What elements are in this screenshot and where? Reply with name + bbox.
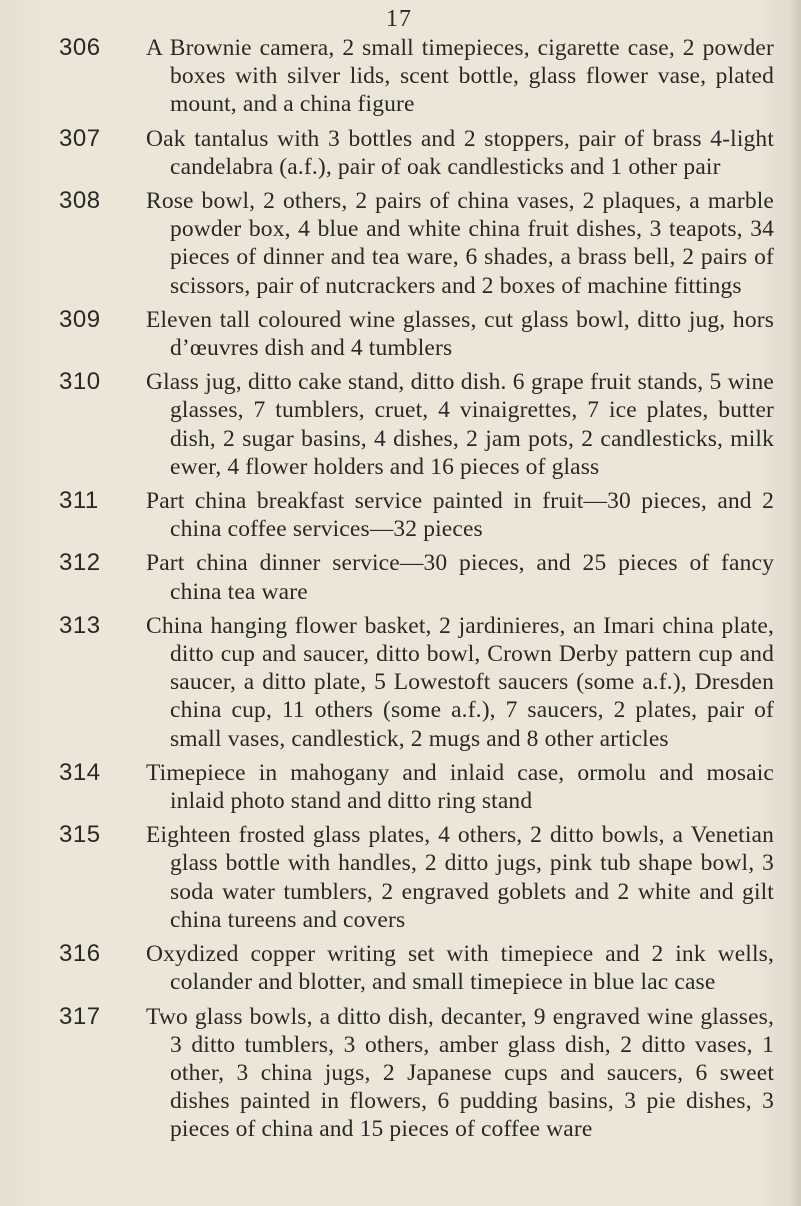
lot-description: Part china breakfast service painted in fruit—30 pieces, and 2 china coffee services—32 pieces xyxy=(146,488,774,543)
lot-number: 315 xyxy=(59,821,101,849)
lot-description: China hanging flower basket, 2 jardinieres, an Imari china plate, ditto cup and saucer, ditto bowl, Crown Derby pattern cup and saucer, a ditto plate, 5 Lowestoft saucers (some a.f.), Dresden china cup, 11 others (some a.f.), 7 saucers, 2 plates, pair of small vases, candlestick, 2 mugs and 8 other articles xyxy=(146,612,774,752)
lot-number: 314 xyxy=(59,758,101,786)
lot-entry xyxy=(0,487,801,543)
lot-number: 313 xyxy=(59,611,101,639)
lot-number: 311 xyxy=(59,487,99,515)
lot-entry xyxy=(0,34,801,119)
lot-entry xyxy=(0,549,801,605)
lot-description: Oxydized copper writing set with timepiece and 2 ink wells, colander and blotter, and small timepiece in blue lac case xyxy=(146,941,774,996)
lot-number: 310 xyxy=(59,368,101,396)
lot-entry xyxy=(0,368,801,481)
lot-number: 306 xyxy=(59,34,101,61)
lot-entry xyxy=(0,306,801,362)
lot-description: Timepiece in mahogany and inlaid case, ormolu and mosaic inlaid photo stand and ditto ring stand xyxy=(146,759,774,815)
lot-entry xyxy=(0,1003,801,1144)
lot-number: 317 xyxy=(59,1002,101,1030)
lot-number: 308 xyxy=(59,187,101,215)
lot-description: Rose bowl, 2 others, 2 pairs of china vases, 2 plaques, a marble powder box, 4 blue and white china fruit dishes, 3 teapots, 34 pieces of dinner and tea ware, 6 shades, a brass bell, 2 pairs of scissors, pair of nutcrackers and 2 boxes of machine fittings xyxy=(146,188,774,299)
lot-entry xyxy=(0,187,801,300)
lot-description: Oak tantalus with 3 bottles and 2 stoppers, pair of brass 4-light candelabra (a.f.), pair of oak candlesticks and 1 other pair xyxy=(146,125,774,180)
lot-entry xyxy=(0,940,801,996)
lot-number: 316 xyxy=(59,940,101,968)
lot-list xyxy=(0,34,801,1144)
lot-description: Eighteen frosted glass plates, 4 others, 2 ditto bowls, a Venetian glass bottle with handles, 2 ditto jugs, pink tub shape bowl, 3 soda water tumblers, 2 engraved goblets and 2 white and gilt china tureens and covers xyxy=(146,822,774,933)
lot-entry xyxy=(0,759,801,815)
lot-number: 312 xyxy=(59,549,101,577)
lot-description: A Brownie camera, 2 small timepieces, cigarette case, 2 powder boxes with silver lids, scent bottle, glass flower vase, plated mount, and a china figure xyxy=(146,35,774,118)
page-number: 17 xyxy=(386,6,412,32)
lot-description: Eleven tall coloured wine glasses, cut glass bowl, ditto jug, hors d’œuvres dish and 4 tumblers xyxy=(146,306,774,362)
lot-number: 307 xyxy=(59,124,101,152)
lot-entry xyxy=(0,612,801,753)
lot-entry xyxy=(0,125,801,181)
lot-entry xyxy=(0,821,801,934)
lot-number: 309 xyxy=(59,305,101,333)
lot-description: Glass jug, ditto cake stand, ditto dish. 6 grape fruit stands, 5 wine glasses, 7 tumblers, cruet, 4 vinaigrettes, 7 ice plates, butter dish, 2 sugar basins, 4 dishes, 2 jam pots, 2 candlesticks, milk ewer, 4 flower holders and 16 pieces of glass xyxy=(146,369,774,480)
lot-description: Part china dinner service—30 pieces, and 25 pieces of fancy china tea ware xyxy=(146,550,774,605)
lot-description: Two glass bowls, a ditto dish, decanter, 9 engraved wine glasses, 3 ditto tumblers, 3 others, amber glass dish, 2 ditto vases, 1 other, 3 china jugs, 2 Japanese cups and saucers, 6 sweet dishes painted in flowers, 6 pudding basins, 3 pie dishes, 3 pieces of china and 15 pieces of coffee ware xyxy=(146,1003,774,1143)
